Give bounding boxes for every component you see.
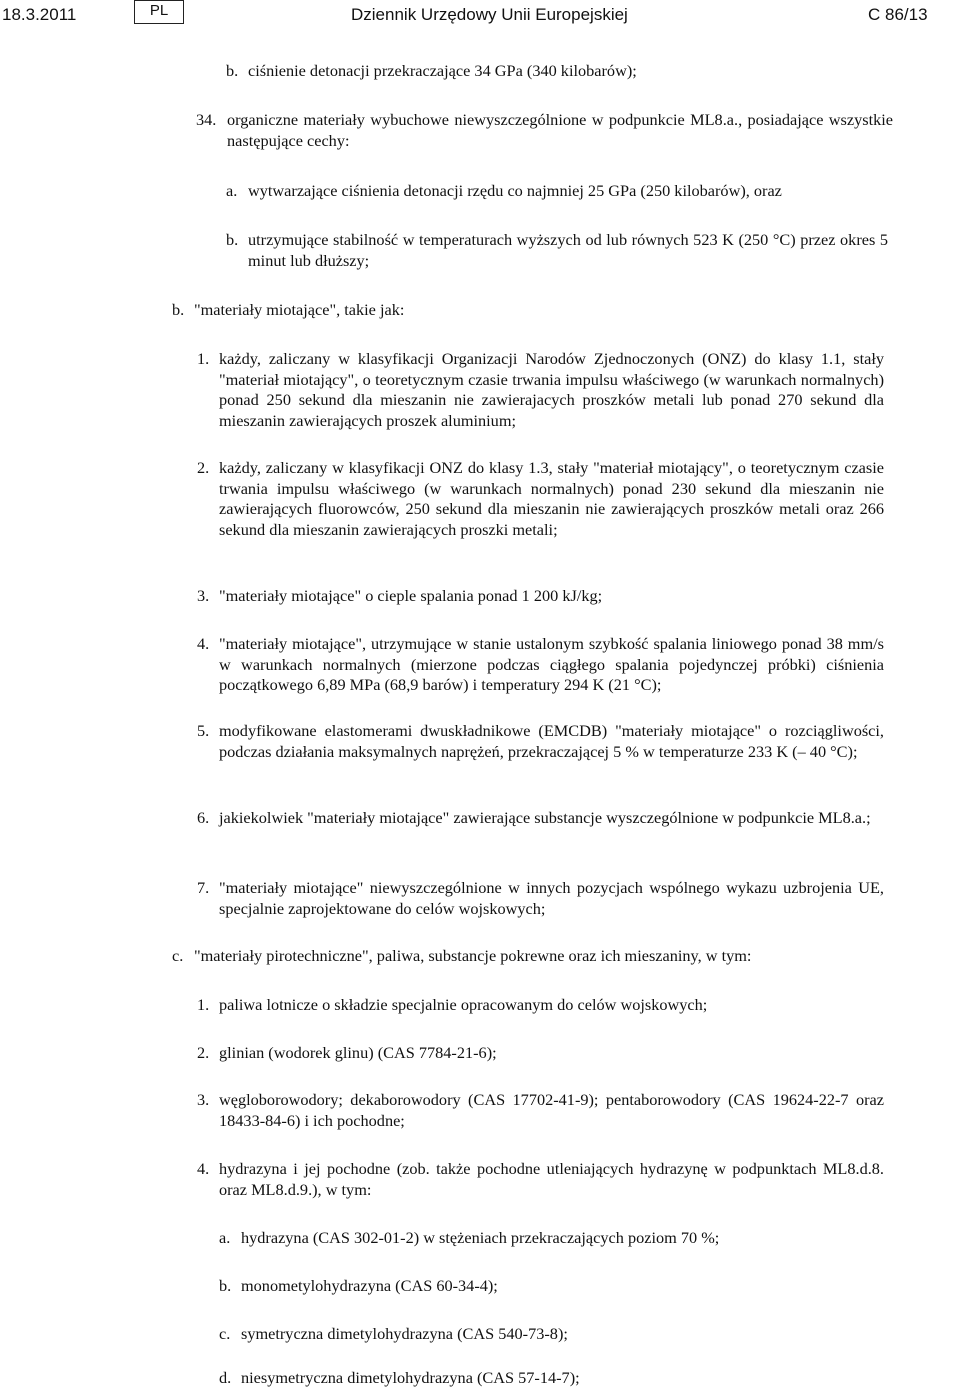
item-text: "materiały pirotechniczne", paliwa, substancje pokrewne oraz ich mieszaniny, w tym: [194, 946, 752, 965]
item-text: "materiały miotające", utrzymujące w stanie ustalonym szybkość spalania liniowego ponad 38 mm/s w warunkach normalnych (mierzone podczas ciągłego spalania pojedynczej próbki) ciśnienia początkowego 6,89 MPa (68,9 barów) i temperatury 294 K (21 °C); [219, 634, 884, 695]
list-item [197, 586, 884, 607]
item-text: wytwarzające ciśnienia detonacji rzędu co najmniej 25 GPa (250 kilobarów), oraz [248, 181, 782, 200]
item-text: symetryczna dimetylohydrazyna (CAS 540-73-8); [241, 1324, 568, 1343]
list-item [226, 230, 888, 271]
list-item [219, 1228, 881, 1249]
item-label: b. [226, 61, 239, 80]
item-text: hydrazyna i jej pochodne (zob. także pochodne utleniających hydrazynę w podpunktach ML8.d.8. oraz ML8.d.9.), w tym: [219, 1159, 884, 1199]
page-header [0, 0, 960, 34]
item-label: b. [226, 230, 239, 249]
item-label: 3. [197, 1090, 210, 1109]
list-item [172, 300, 864, 321]
item-label: 7. [197, 878, 210, 897]
item-text: węgloborowodory; dekaborowodory (CAS 17702-41-9); pentaborowodory (CAS 19624-22-7 oraz 18433-84-6) i ich pochodne; [219, 1090, 884, 1130]
item-text: "materiały miotające", takie jak: [194, 300, 405, 319]
item-text: "materiały miotające" o cieple spalania ponad 1 200 kJ/kg; [219, 586, 603, 605]
list-item [219, 1324, 881, 1345]
item-label: 6. [197, 808, 210, 827]
item-text: organiczne materiały wybuchowe niewyszczególnione w podpunkcie ML8.a., posiadające wszystkie następujące cechy: [227, 110, 893, 150]
language-badge: PL [134, 0, 184, 24]
list-item [197, 878, 884, 919]
item-text: monometylohydrazyna (CAS 60-34-4); [241, 1276, 498, 1295]
item-label: d. [219, 1368, 232, 1387]
item-label: 34. [196, 110, 217, 129]
item-label: 3. [197, 586, 210, 605]
item-text: hydrazyna (CAS 302-01-2) w stężeniach przekraczających poziom 70 %; [241, 1228, 720, 1247]
item-label: 4. [197, 634, 210, 653]
item-text: paliwa lotnicze o składzie specjalnie opracowanym do celów wojskowych; [219, 995, 708, 1014]
list-item [197, 458, 884, 540]
item-label: c. [172, 946, 184, 965]
list-item [197, 1159, 884, 1200]
journal-title: Dziennik Urzędowy Unii Europejskiej [351, 5, 628, 24]
header-date: 18.3.2011 [2, 5, 77, 24]
list-item [197, 721, 884, 762]
item-label: b. [172, 300, 185, 319]
list-item [196, 110, 893, 151]
item-text: glinian (wodorek glinu) (CAS 7784-21-6); [219, 1043, 497, 1062]
list-item [172, 946, 884, 967]
list-item [219, 1276, 881, 1297]
list-item [226, 61, 888, 82]
item-label: 5. [197, 721, 210, 740]
item-label: 4. [197, 1159, 210, 1178]
item-text: ciśnienie detonacji przekraczające 34 GPa (340 kilobarów); [248, 61, 637, 80]
item-text: jakiekolwiek "materiały miotające" zawierające substancje wyszczególnione w podpunkcie ML8.a.; [219, 808, 871, 827]
list-item [197, 349, 884, 431]
list-item [197, 995, 884, 1016]
item-label: 1. [197, 995, 210, 1014]
item-label: a. [219, 1228, 231, 1247]
item-label: a. [226, 181, 238, 200]
item-label: 1. [197, 349, 210, 368]
item-text: każdy, zaliczany w klasyfikacji Organizacji Narodów Zjednoczonych (ONZ) do klasy 1.1, stały "materiał miotający", o teoretycznym czasie trwania impulsu właściwego (w warunkach normalnych) ponad 250 sekund dla mieszanin nie zawierajacych proszków metali lub ponad 270 sekund dla mieszanin zawierających proszek aluminium; [219, 349, 884, 430]
list-item [197, 808, 884, 829]
list-item [219, 1368, 881, 1389]
item-label: b. [219, 1276, 232, 1295]
list-item [197, 634, 884, 696]
item-label: c. [219, 1324, 231, 1343]
list-item [197, 1090, 884, 1131]
item-label: 2. [197, 1043, 210, 1062]
item-text: "materiały miotające" niewyszczególnione w innych pozycjach wspólnego wykazu uzbrojenia UE, specjalnie zaprojektowane do celów wojskowych; [219, 878, 884, 918]
page-reference: C 86/13 [868, 5, 928, 24]
list-item [226, 181, 888, 202]
item-text: niesymetryczna dimetylohydrazyna (CAS 57-14-7); [241, 1368, 580, 1387]
item-label: 2. [197, 458, 210, 477]
item-text: każdy, zaliczany w klasyfikacji ONZ do klasy 1.3, stały "materiał miotający", o teoretycznym czasie trwania impulsu właściwego (w warunkach normalnych) ponad 230 sekund dla mieszanin nie zawierających fluorowców, 250 sekund dla mieszanin nie zawierających proszków metali oraz 266 sekund dla mieszanin zawierających proszki metali; [219, 458, 884, 539]
item-text: utrzymujące stabilność w temperaturach wyższych od lub równych 523 K (250 °C) przez okres 5 minut lub dłuższy; [248, 230, 888, 270]
list-item [197, 1043, 884, 1064]
item-text: modyfikowane elastomerami dwuskładnikowe (EMCDB) "materiały miotające" o rozciągliwości, podczas działania maksymalnych naprężeń, przekraczającej 5 % w temperaturze 233 K (– 40 °C); [219, 721, 884, 761]
